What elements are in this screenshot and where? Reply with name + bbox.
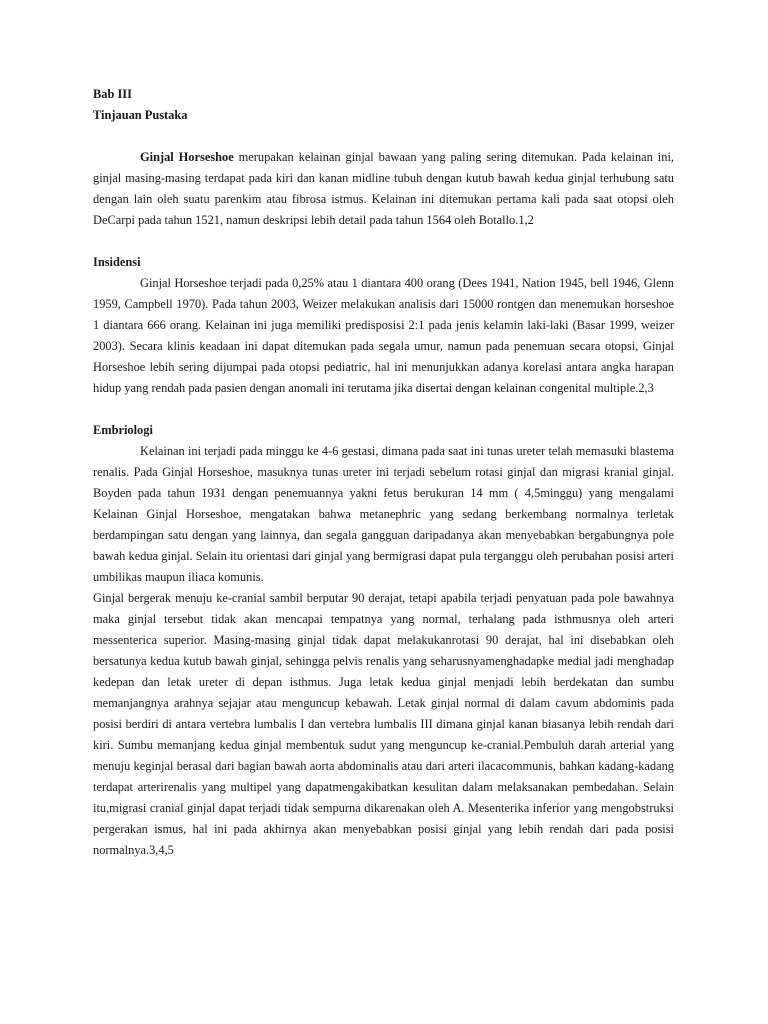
insidensi-paragraph: Ginjal Horseshoe terjadi pada 0,25% atau 1 diantara 400 orang (Dees 1941, Nation 1945, bell 1946, Glenn 1959, Campbell 1970). Pada tahun 2003, Weizer melakukan analisis dari 15000 rontgen dan menemukan horseshoe 1 diantara 666 orang. Kelainan ini juga memiliki predisposisi 2:1 pada jenis kelamin laki-laki (Basar 1999, weizer 2003). Secara klinis keadaan ini dapat ditemukan pada segala umur, namun pada penemuan secara otopsi, Ginjal Horseshoe lebih sering dijumpai pada otopsi pediatric, hal ini menunjukkan adanya korelasi antara angka harapan hidup yang rendah pada pasien dengan anomali ini terutama jika disertai dengan kelainan congenital multiple.2,3 bbox=[93, 276, 674, 395]
document-page bbox=[93, 84, 674, 861]
intro-text: merupakan kelainan ginjal bawaan yang paling sering ditemukan. Pada kelainan ini, ginjal masing-masing terdapat pada kiri dan kanan midline tubuh dengan kutub bawah kedua ginjal terhubung satu dengan lain oleh suatu parenkim atau fibrosa istmus. Kelainan ini ditemukan pertama kali pada saat otopsi oleh DeCarpi pada tahun 1521, namun deskripsi lebih detail pada tahun 1564 oleh Botallo.1,2 bbox=[93, 150, 674, 227]
chapter-heading: Bab III bbox=[93, 87, 132, 101]
spacer bbox=[93, 126, 674, 147]
embriologi-paragraph-1: Kelainan ini terjadi pada minggu ke 4-6 gestasi, dimana pada saat ini tunas ureter telah memasuki blastema renalis. Pada Ginjal Horseshoe, masuknya tunas ureter ini terjadi sebelum rotasi ginjal dan migrasi kranial ginjal. Boyden pada tahun 1931 dengan penemuannya yakni fetus berukuran 14 mm ( 4,5minggu) yang mengalami Kelainan Ginjal Horseshoe, mengatakan bahwa metanephric yang sedang berkembang normalnya terletak berdampingan satu dengan yang lainnya, dan segala gangguan daripadanya akan menyebabkan bergabungnya pole bawah kedua ginjal. Selain itu orientasi dari ginjal yang bermigrasi dapat pula terganggu oleh perubahan posisi arteri umbilikas maupun iliaca komunis. bbox=[93, 444, 674, 584]
insidensi-heading: Insidensi bbox=[93, 255, 141, 269]
spacer bbox=[93, 231, 674, 252]
intro-paragraph bbox=[93, 147, 674, 231]
embriologi-paragraph-2: Ginjal bergerak menuju ke-cranial sambil berputar 90 derajat, tetapi apabila terjadi penyatuan pada pole bawahnya maka ginjal tersebut tidak akan mencapai tempatnya yang normal, terhalang pada isthmusnya oleh arteri messenterica superior. Masing-masing ginjal tidak dapat melakukanrotasi 90 derajat, hal ini disebabkan oleh bersatunya kedua kutub bawah ginjal, sehingga pelvis renalis yang seharusnyamenghadapke medial jadi menghadap kedepan dan letak ureter di depan isthmus. Juga letak kedua ginjal menjadi lebih berdekatan dan sumbu memanjangnya arahnya sejajar atau menguncup kebawah. Letak ginjal normal di dalam cavum abdominis pada posisi berdiri di antara vertebra lumbalis I dan vertebra lumbalis III dimana ginjal kanan biasanya lebih rendah dari kiri. Sumbu memanjang kedua ginjal membentuk sudut yang menguncup ke-cranial.Pembuluh darah arterial yang menuju keginjal berasal dari bagian bawah aorta abdominalis atau dari arteri ilacacommunis, bahkan kadang-kadang terdapat arterirenalis yang multipel yang dapatmengakibatkan kesulitan dalam melaksanakan pembedahan. Selain itu,migrasi cranial ginjal dapat terjadi tidak sempurna dikarenakan oleh A. Mesenterika inferior yang mengobstruksi pergerakan ismus, hal ini pada akhirnya akan menyebabkan posisi ginjal yang lebih rendah dari pada posisi normalnya.3,4,5 bbox=[93, 591, 674, 857]
spacer bbox=[93, 399, 674, 420]
intro-term: Ginjal Horseshoe bbox=[140, 150, 234, 164]
section-title: Tinjauan Pustaka bbox=[93, 108, 188, 122]
embriologi-heading: Embriologi bbox=[93, 423, 153, 437]
